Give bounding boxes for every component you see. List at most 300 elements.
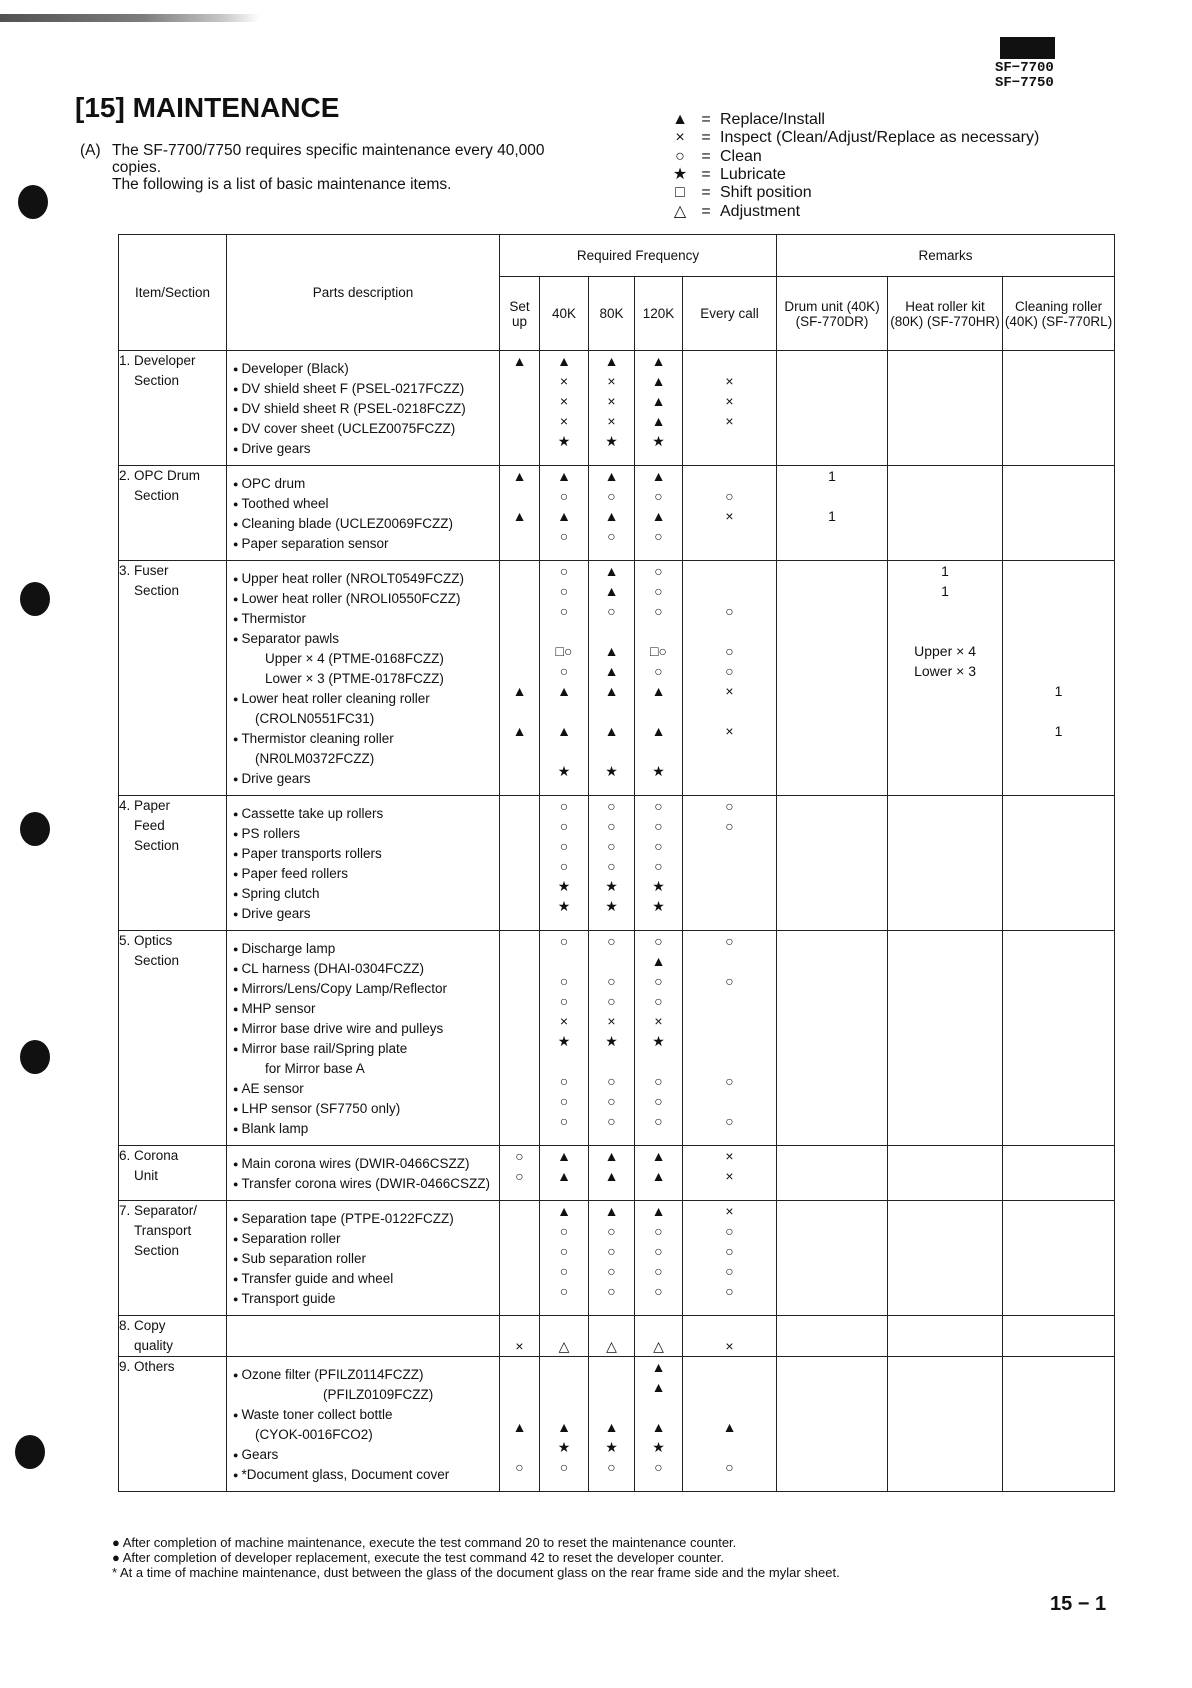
part-item: ● Upper heat roller (NROLT0549FCZZ) [233,569,499,589]
freq-cell-drum [777,931,888,1146]
freq-mark: ○ [607,528,616,544]
freq-mark: ○ [559,528,569,544]
freq-mark [777,1221,887,1241]
section-label [119,1357,227,1492]
freq-cell-clean [1003,1357,1115,1492]
freq-mark [500,1011,539,1031]
freq-mark [888,896,1002,916]
header-parts-description: Parts description [227,235,500,351]
freq-cell-setup [500,561,540,796]
freq-mark: × [559,393,569,409]
freq-mark: ▲ [651,1203,666,1219]
freq-cell-every [683,796,777,931]
freq-cell-every [683,561,777,796]
freq-mark: ○ [725,1243,734,1259]
part-item: ● Gears [233,1445,499,1465]
freq-mark: ○ [607,933,616,949]
freq-mark: ▲ [651,1379,666,1395]
freq-mark: ▲ [557,1148,571,1164]
freq-mark: ○ [725,798,734,814]
freq-cell-clean [1003,351,1115,466]
freq-mark [500,661,539,681]
binder-hole [18,185,48,219]
freq-mark [1003,351,1114,371]
freq-mark [540,1316,588,1336]
freq-mark [500,1437,539,1457]
freq-cell-k40 [540,1146,589,1201]
freq-cell-clean [1003,561,1115,796]
freq-mark: ▲ [604,1168,619,1184]
freq-mark: × [654,1013,663,1029]
model-line: SF−7750 [995,75,1054,91]
freq-mark [888,701,1002,721]
freq-mark [777,1437,887,1457]
freq-mark [888,1091,1002,1111]
freq-mark [589,1377,634,1397]
part-item: ● Sub separation roller [233,1249,499,1269]
freq-mark: × [607,1013,616,1029]
freq-mark: ○ [607,1073,616,1089]
section-label [119,466,227,561]
part-item: ● Thermistor [233,609,499,629]
freq-mark [888,1437,1002,1457]
freq-mark [777,1031,887,1051]
scan-artifact [0,14,260,22]
part-item: ● Discharge lamp [233,939,499,959]
freq-mark [1003,1336,1114,1356]
freq-mark [777,351,887,371]
freq-cell-clean [1003,796,1115,931]
freq-mark: ▲ [604,1419,619,1435]
freq-mark [777,1336,887,1356]
freq-mark [500,1111,539,1131]
freq-mark: ▲ [604,1203,619,1219]
freq-mark [635,1397,682,1417]
freq-cell-k120 [635,1201,683,1316]
section-label [119,931,227,1146]
page-title: [15] MAINTENANCE [75,92,340,123]
freq-mark [500,431,539,451]
freq-mark: × [725,393,734,409]
freq-mark: ▲ [604,723,619,739]
freq-mark [777,581,887,601]
part-item: for Mirror base A [265,1061,365,1076]
freq-cell-k40 [540,351,589,466]
freq-cell-drum [777,351,888,466]
freq-mark: ○ [654,528,663,544]
freq-mark: ★ [652,763,665,779]
freq-cell-heat [888,1357,1003,1492]
freq-mark [500,876,539,896]
header-heat-roller-kit: Heat roller kit (80K) (SF-770HR) [888,277,1003,351]
freq-mark: ○ [654,1283,663,1299]
legend-symbol: × [675,129,685,147]
freq-mark [888,876,1002,896]
freq-mark [635,1316,682,1336]
freq-mark: ▲ [651,723,666,739]
freq-mark: ○ [725,488,734,504]
section-label [119,561,227,796]
freq-mark: ★ [652,1439,665,1455]
freq-mark [1003,1051,1114,1071]
freq-mark [500,1397,539,1417]
freq-mark [777,1261,887,1281]
freq-mark: ★ [605,763,618,779]
freq-mark [777,1111,887,1131]
freq-mark [1003,1437,1114,1457]
intro-line: The following is a list of basic maintenance items. [112,176,452,193]
freq-cell-k80 [589,1146,635,1201]
section-label-line: 7. Separator/ [119,1203,198,1218]
legend-symbol: ★ [672,166,688,184]
freq-mark: ▲ [557,508,571,524]
freq-mark [777,1316,887,1336]
freq-mark: 1 [1054,723,1063,739]
freq-mark: ○ [515,1459,524,1475]
freq-mark: ▲ [512,468,527,484]
freq-mark [777,761,887,781]
freq-mark: ★ [557,898,571,914]
freq-mark [500,1071,539,1091]
freq-cell-k120 [635,561,683,796]
freq-mark [683,876,776,896]
freq-mark [500,856,539,876]
freq-mark: ○ [559,838,569,854]
freq-mark: ○ [559,1283,569,1299]
part-item: ● DV cover sheet (UCLEZ0075FCZZ) [233,419,499,439]
freq-mark [888,761,1002,781]
freq-mark [500,741,539,761]
freq-mark: 1 [828,468,836,484]
freq-cell-k120 [635,1146,683,1201]
freq-mark: ○ [654,933,663,949]
section-label-line: Section [134,583,180,598]
freq-mark [777,971,887,991]
freq-mark: ★ [605,433,618,449]
freq-mark: ★ [652,898,665,914]
footnote: ● After completion of machine maintenance, execute the test command 20 to reset the maintenance counter. [112,1535,737,1550]
freq-cell-k40 [540,561,589,796]
legend-equals: = [701,166,711,184]
freq-mark [888,1377,1002,1397]
freq-mark: ○ [607,1113,616,1129]
freq-mark: ○ [725,818,734,834]
freq-mark [888,431,1002,451]
freq-mark: ○ [607,973,616,989]
tab-marker [1000,37,1055,59]
freq-mark [500,1316,539,1336]
freq-mark [777,1071,887,1091]
freq-mark [1003,621,1114,641]
freq-mark [888,1011,1002,1031]
freq-mark [683,1437,776,1457]
freq-mark: ○ [725,663,734,679]
part-item: ● Transfer corona wires (DWIR-0466CSZZ) [233,1174,499,1194]
freq-mark: ▲ [557,1419,571,1435]
freq-cell-k80 [589,1316,635,1357]
freq-mark: ○ [559,798,569,814]
freq-mark [888,371,1002,391]
freq-mark: ○ [725,933,734,949]
freq-mark: 1 [941,563,949,579]
parts-cell [227,1316,500,1357]
freq-mark: ★ [605,878,618,894]
freq-mark: ▲ [651,413,666,429]
freq-mark [683,896,776,916]
freq-mark [500,701,539,721]
legend-meaning: Replace/Install [720,111,825,129]
header-item-section: Item/Section [119,235,227,351]
freq-mark [635,621,682,641]
freq-cell-setup [500,466,540,561]
freq-mark: ○ [607,1459,616,1475]
freq-mark [888,1336,1002,1356]
freq-mark [683,761,776,781]
section-label-line: 8. Copy [119,1318,166,1333]
freq-mark: ▲ [651,683,666,699]
freq-mark [500,1357,539,1377]
freq-cell-k40 [540,1201,589,1316]
freq-cell-setup [500,1316,540,1357]
freq-mark: ○ [559,1223,569,1239]
freq-mark [540,1051,588,1071]
freq-cell-every [683,1316,777,1357]
freq-mark: ▲ [557,468,571,484]
model-numbers [995,61,1054,91]
section-label-line: Section [134,488,180,503]
freq-mark: ○ [515,1148,524,1164]
freq-cell-k40 [540,931,589,1146]
freq-mark [1003,991,1114,1011]
freq-mark: ▲ [512,508,527,524]
part-item: ● Lower heat roller (NROLI0550FCZZ) [233,589,499,609]
freq-mark [1003,896,1114,916]
freq-mark [888,1261,1002,1281]
freq-mark [540,1397,588,1417]
section-label [119,1146,227,1201]
freq-mark [888,796,1002,816]
freq-mark [777,1457,887,1477]
freq-cell-heat [888,466,1003,561]
freq-mark: ○ [607,993,616,1009]
freq-mark [777,526,887,546]
freq-mark [683,351,776,371]
freq-mark [500,1051,539,1071]
freq-mark [888,1241,1002,1261]
freq-mark [888,1146,1002,1166]
freq-mark [777,621,887,641]
freq-cell-every [683,351,777,466]
freq-mark [1003,876,1114,896]
section-label-line: Section [134,1243,180,1258]
parts-cell [227,351,500,466]
freq-mark [500,816,539,836]
section-label-line: 1. Developer [119,353,196,368]
part-item: Upper × 4 (PTME-0168FCZZ) [265,651,444,666]
freq-mark [500,1031,539,1051]
freq-mark [500,971,539,991]
freq-mark: ○ [654,488,663,504]
section-label-line: Feed [134,818,165,833]
freq-cell-every [683,1146,777,1201]
freq-mark [888,816,1002,836]
freq-cell-heat [888,351,1003,466]
freq-mark [777,1281,887,1301]
freq-mark [683,1091,776,1111]
freq-mark: ▲ [557,723,571,739]
freq-mark [683,1011,776,1031]
freq-mark: ○ [559,818,569,834]
freq-cell-k120 [635,1316,683,1357]
parts-cell [227,1357,500,1492]
freq-mark: × [607,393,616,409]
freq-mark [777,411,887,431]
freq-mark [500,1221,539,1241]
freq-mark [1003,411,1114,431]
freq-mark: ○ [559,1073,569,1089]
freq-mark: Upper × 4 [914,643,976,659]
freq-mark: ○ [654,1073,663,1089]
freq-mark [500,951,539,971]
freq-mark [777,1241,887,1261]
section-label [119,1201,227,1316]
freq-mark [777,1201,887,1221]
freq-mark [888,1071,1002,1091]
freq-mark [777,1377,887,1397]
freq-mark [683,1377,776,1397]
freq-mark: ★ [605,1033,618,1049]
freq-mark: ▲ [651,468,666,484]
freq-mark [1003,526,1114,546]
freq-mark [1003,431,1114,451]
part-item: ● Drive gears [233,904,499,924]
freq-mark [777,721,887,741]
section-label-line: Section [134,953,180,968]
header-cleaning-roller: Cleaning roller (40K) (SF-770RL) [1003,277,1115,351]
freq-mark: ○ [654,1093,663,1109]
freq-mark: ▲ [651,373,666,389]
freq-mark: ▲ [651,1359,666,1375]
freq-mark [589,1051,634,1071]
freq-mark: ★ [557,878,571,894]
legend-row [668,129,1039,147]
freq-mark: ○ [725,603,734,619]
freq-mark [589,621,634,641]
freq-mark: × [725,723,734,739]
freq-cell-k80 [589,1357,635,1492]
freq-mark: ▲ [604,643,619,659]
freq-mark [1003,1201,1114,1221]
freq-mark [888,1417,1002,1437]
freq-mark: ▲ [512,1419,527,1435]
freq-mark [683,1316,776,1336]
freq-mark [500,371,539,391]
freq-mark: ○ [654,583,663,599]
part-item: ● Drive gears [233,439,499,459]
freq-mark: ▲ [557,353,571,369]
legend-row [668,202,1039,220]
table-row [119,466,1115,561]
freq-cell-setup [500,796,540,931]
freq-mark [777,796,887,816]
freq-mark [1003,581,1114,601]
freq-mark [777,1357,887,1377]
freq-mark: ▲ [604,583,619,599]
freq-mark [777,741,887,761]
freq-mark [777,1397,887,1417]
part-item: ● Mirror base rail/Spring plate [233,1039,499,1059]
freq-mark [777,641,887,661]
freq-mark [888,601,1002,621]
header-required-frequency: Required Frequency [500,235,777,277]
freq-mark [1003,1166,1114,1186]
freq-mark [888,621,1002,641]
freq-mark [500,836,539,856]
freq-mark [1003,486,1114,506]
freq-mark [683,1051,776,1071]
part-item: ● Main corona wires (DWIR-0466CSZZ) [233,1154,499,1174]
freq-mark: ○ [607,1243,616,1259]
freq-mark: ○ [654,818,663,834]
freq-mark: △ [558,1338,570,1354]
table-row [119,796,1115,931]
freq-mark: ▲ [722,1419,737,1435]
freq-mark: ○ [654,1243,663,1259]
freq-mark: ○ [607,858,616,874]
freq-cell-heat [888,931,1003,1146]
freq-cell-every [683,931,777,1146]
freq-mark [1003,1261,1114,1281]
freq-mark [589,1397,634,1417]
legend-equals: = [701,184,711,202]
freq-mark: ○ [607,1263,616,1279]
freq-mark [1003,1091,1114,1111]
freq-mark [888,391,1002,411]
binder-hole [20,812,50,846]
freq-mark [888,971,1002,991]
freq-mark: ★ [652,433,665,449]
freq-mark [683,1357,776,1377]
freq-mark: × [725,413,734,429]
part-item: ● AE sensor [233,1079,499,1099]
legend-meaning: Inspect (Clean/Adjust/Replace as necessary) [720,129,1040,147]
intro-label: (A) [80,142,101,159]
freq-mark [1003,1457,1114,1477]
freq-cell-drum [777,466,888,561]
freq-mark: ○ [559,1243,569,1259]
freq-mark: ○ [559,603,569,619]
freq-mark [777,1091,887,1111]
freq-mark [777,856,887,876]
freq-mark [888,411,1002,431]
legend-symbol: ○ [675,147,685,165]
freq-mark: ▲ [512,723,527,739]
legend-equals: = [701,202,711,220]
freq-cell-k80 [589,351,635,466]
freq-mark [1003,1377,1114,1397]
freq-cell-setup [500,1357,540,1492]
freq-mark: ○ [559,1263,569,1279]
freq-mark: ○ [654,973,663,989]
freq-mark [683,1397,776,1417]
freq-mark: Lower × 3 [914,663,976,679]
freq-mark [777,561,887,581]
section-label [119,796,227,931]
section-label-line: 4. Paper [119,798,171,813]
part-item: ● Transfer guide and wheel [233,1269,499,1289]
freq-mark: ★ [605,898,618,914]
freq-mark [777,661,887,681]
